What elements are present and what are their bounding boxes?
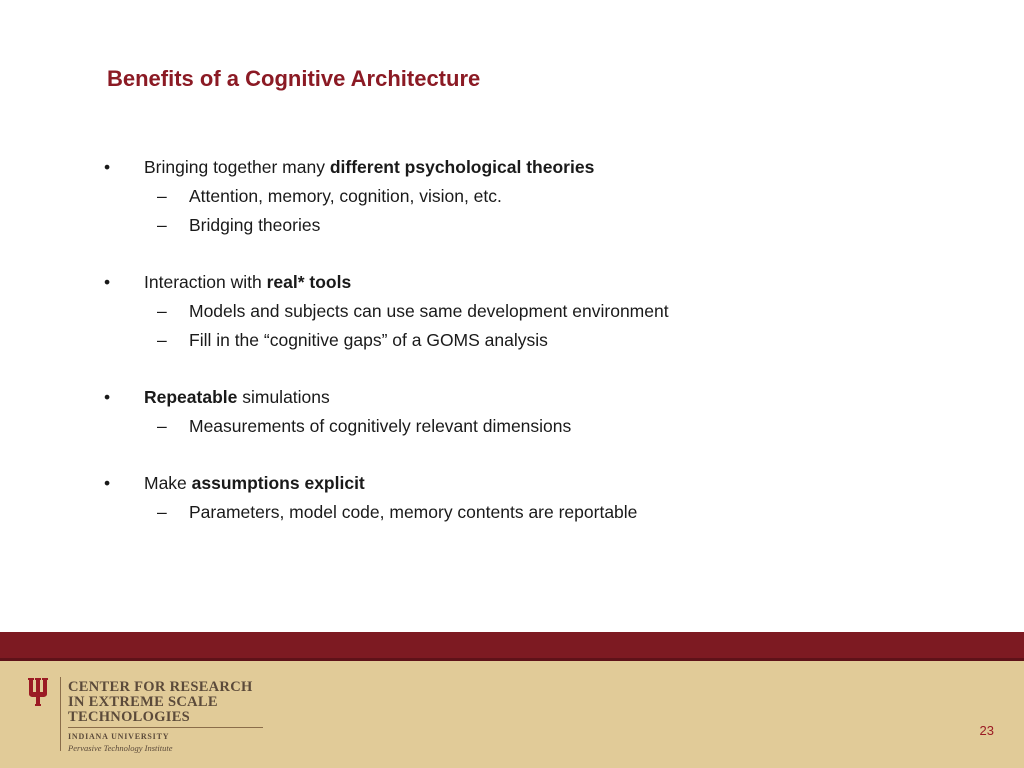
institute-name: Pervasive Technology Institute bbox=[68, 743, 173, 753]
bullet-marker: • bbox=[104, 387, 111, 407]
bullet-text: Bringing together many different psychological theories bbox=[144, 157, 595, 177]
bullet-marker: • bbox=[104, 473, 111, 493]
org-name-line-2: IN EXTREME SCALE bbox=[68, 694, 218, 710]
slide-title: Benefits of a Cognitive Architecture bbox=[107, 66, 481, 91]
iu-trident-icon bbox=[26, 676, 50, 708]
bullet-marker: • bbox=[104, 157, 111, 177]
org-name-line-3: TECHNOLOGIES bbox=[68, 709, 191, 725]
dash-marker: – bbox=[157, 502, 167, 522]
dash-marker: – bbox=[157, 215, 167, 235]
bullet-text: Make assumptions explicit bbox=[144, 473, 365, 493]
org-name-line-1: CENTER FOR RESEARCH bbox=[68, 679, 253, 695]
sub-bullet-text: Measurements of cognitively relevant dimensions bbox=[189, 416, 572, 436]
dash-marker: – bbox=[157, 301, 167, 321]
sub-bullet-text: Bridging theories bbox=[189, 215, 321, 235]
sub-bullet-text: Attention, memory, cognition, vision, etc. bbox=[189, 186, 502, 206]
bullet-marker: • bbox=[104, 272, 111, 292]
sub-bullet-text: Models and subjects can use same development environment bbox=[189, 301, 669, 321]
bullet-text: Interaction with real* tools bbox=[144, 272, 352, 292]
bullet-text: Repeatable simulations bbox=[144, 387, 330, 407]
dash-marker: – bbox=[157, 330, 167, 350]
logo-rule bbox=[68, 727, 263, 728]
sub-bullet-text: Parameters, model code, memory contents are reportable bbox=[189, 502, 638, 522]
footer-bar bbox=[0, 632, 1024, 660]
sub-bullet-text: Fill in the “cognitive gaps” of a GOMS analysis bbox=[189, 330, 548, 350]
dash-marker: – bbox=[157, 416, 167, 436]
page-number: 23 bbox=[979, 723, 994, 738]
university-name: INDIANA UNIVERSITY bbox=[68, 732, 170, 741]
dash-marker: – bbox=[157, 186, 167, 206]
logo-divider bbox=[60, 677, 61, 751]
